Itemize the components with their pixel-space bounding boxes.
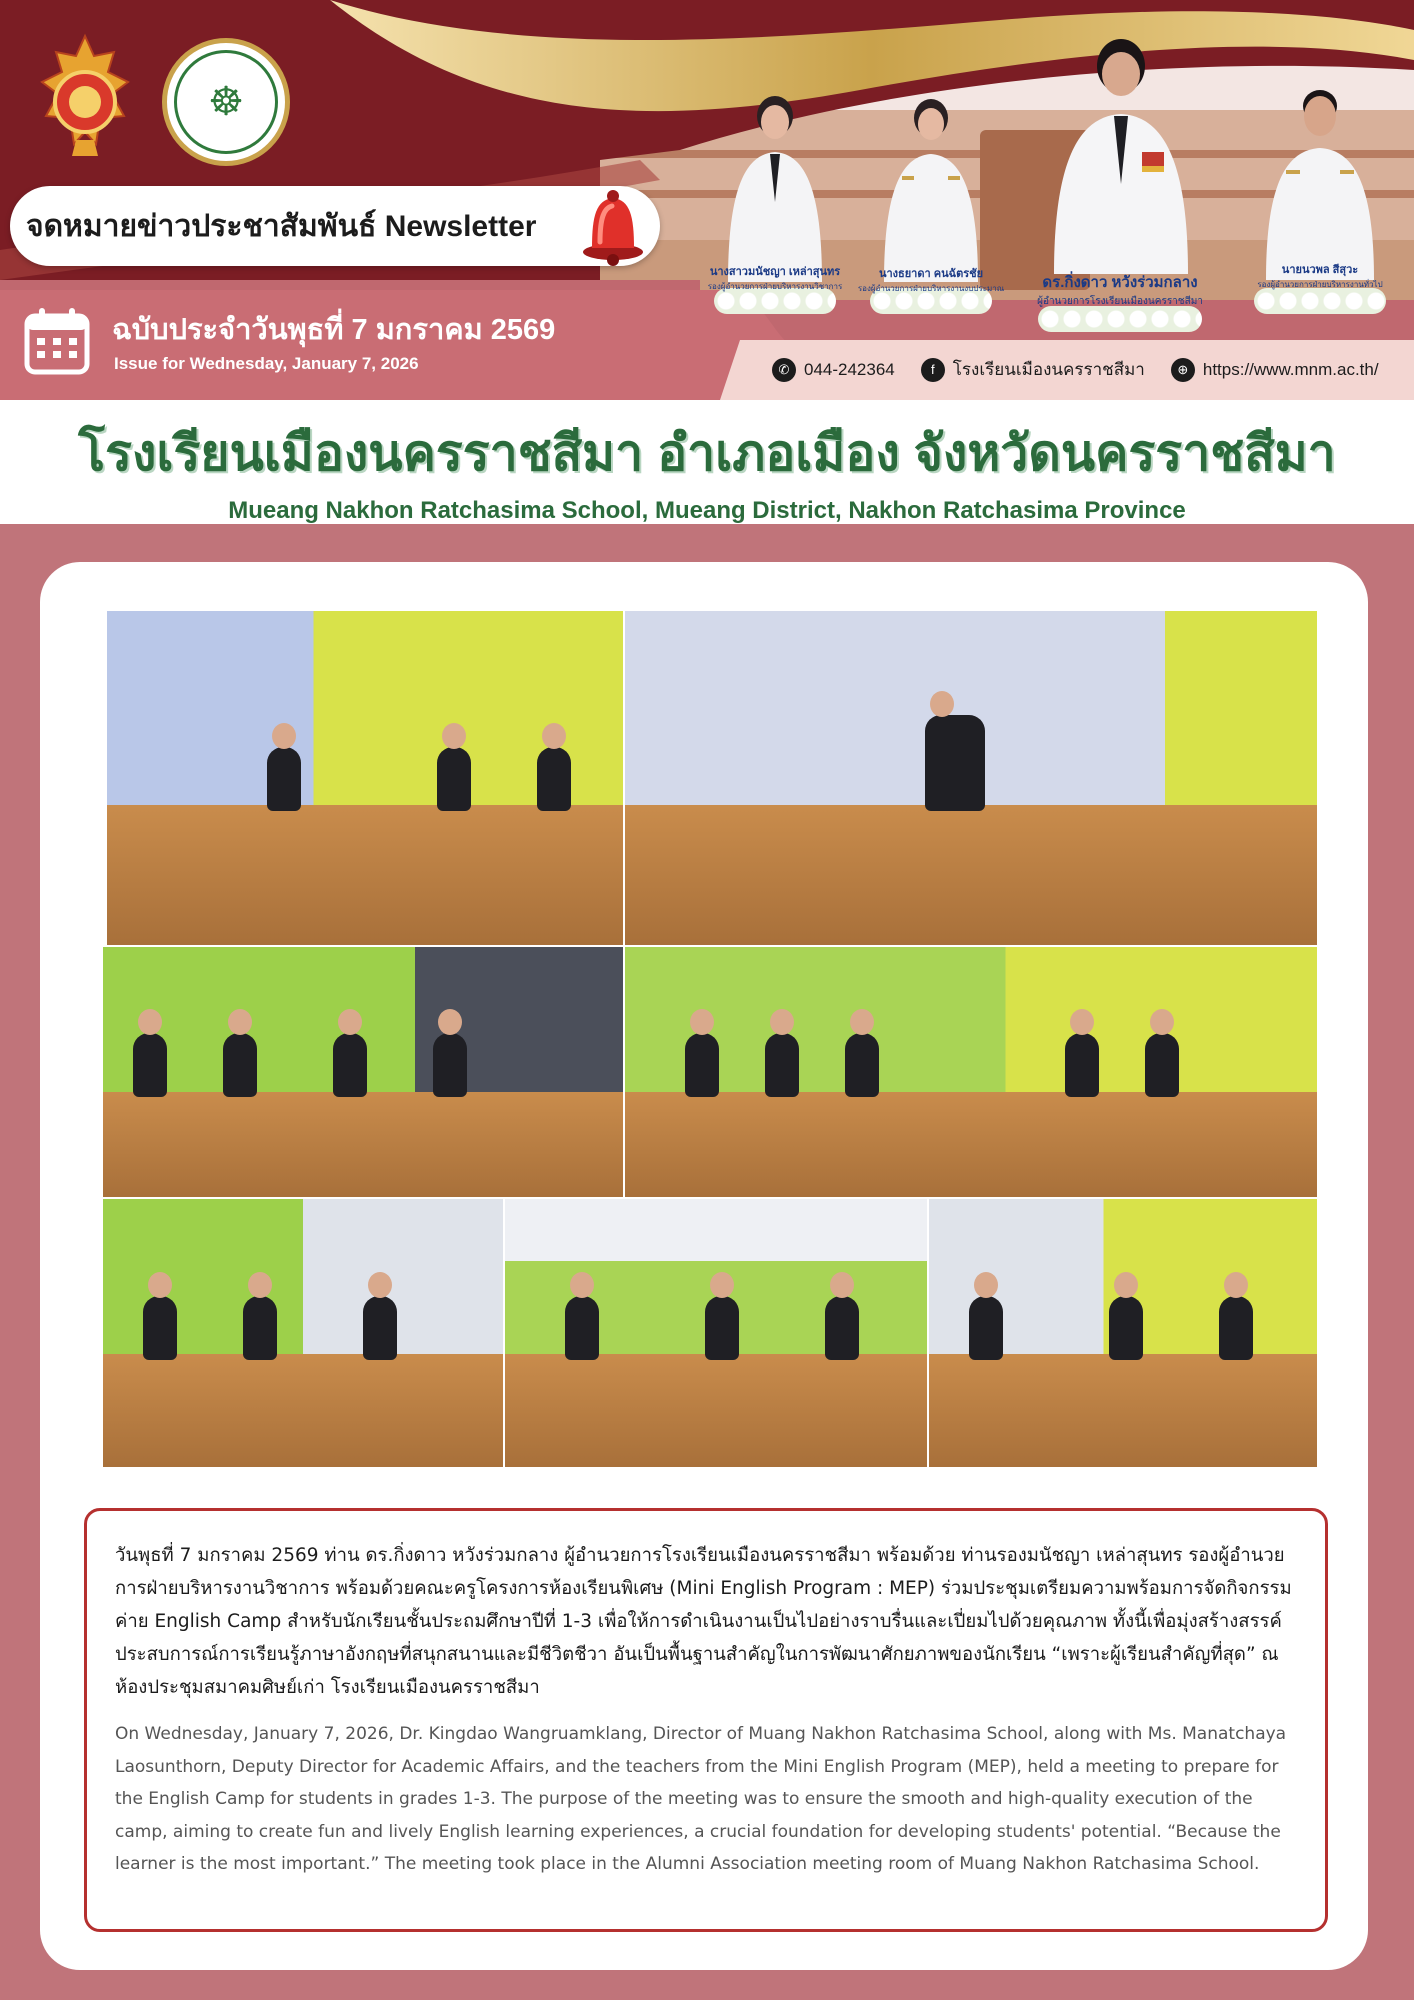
staff-deputy-academic <box>700 92 850 312</box>
school-name-band <box>0 400 1414 524</box>
meeting-photo-6 <box>504 1198 928 1468</box>
newsletter-header <box>0 0 1414 400</box>
staff-director <box>1030 34 1210 338</box>
phone-icon: ✆ <box>772 358 796 382</box>
meeting-photo-4 <box>624 946 1318 1198</box>
staff-name: นางสาวมนัชญา เหล่าสุนทร <box>709 266 841 278</box>
staff-name: ดร.กิ่งดาว หวังร่วมกลาง <box>1042 274 1198 291</box>
school-seal-icon <box>36 32 134 162</box>
staff-deputy-general <box>1240 84 1400 312</box>
staff-name: นางธยาดา คนฉัตรชัย <box>878 268 984 280</box>
meeting-photo-1 <box>106 610 624 946</box>
school-name-thai: โรงเรียนเมืองนครราชสีมา อำเภอเมือง จังหวัดนครราชสีมา <box>78 425 1336 481</box>
contact-phone[interactable]: 044-242364 <box>804 359 895 379</box>
staff-role: ผู้อำนวยการโรงเรียนเมืองนครราชสีมา <box>1037 296 1203 307</box>
article-text-box <box>84 1508 1328 1932</box>
contact-facebook[interactable]: โรงเรียนเมืองนครราชสีมา <box>952 360 1145 379</box>
article-body-thai: วันพุธที่ 7 มกราคม 2569 ท่าน ดร.กิ่งดาว หวังร่วมกลาง ผู้อำนวยการโรงเรียนเมืองนครราชสีมา พร้อมด้วย ท่านรองมนัชญา เหล่าสุนทร รองผู้อำนวยการฝ่ายบริหารงานวิชาการ พร้อมด้วยคณะครูโครงการห้องเรียนพิเศษ (Mini English Program : MEP) ร่วมประชุมเตรียมความพร้อมการจัดกิจกรรมค่าย English Camp สำหรับนักเรียนชั้นประถมศึกษาปีที่ 1-3 เพื่อให้การดำเนินงานเป็นไปอย่างราบรื่นและเปี่ยมไปด้วยคุณภาพ ทั้งนี้เพื่อมุ่งสร้างสรรค์ประสบการณ์การเรียนรู้ภาษาอังกฤษที่สนุกสนานและมีชีวิตชีวา อันเป็นพื้นฐานสำคัญในการพัฒนาศักยภาพของนักเรียน “เพราะผู้เรียนสำคัญที่สุด” ณ ห้องประชุมสมาคมศิษย์เก่า โรงเรียนเมืองนครราชสีมา <box>115 1545 1292 1698</box>
staff-role: รองผู้อำนวยการฝ่ายบริหารงานทั่วไป <box>1257 280 1383 289</box>
meeting-photo-7 <box>928 1198 1318 1468</box>
staff-name: นายนวพล สีสุวะ <box>1281 264 1359 276</box>
contact-website[interactable]: https://www.mnm.ac.th/ <box>1202 359 1379 379</box>
staff-photo <box>1258 84 1382 280</box>
newsletter-title-pill <box>10 186 660 266</box>
staff-deputy-budget <box>856 96 1006 312</box>
newsletter-title: จดหมายข่าวประชาสัมพันธ์ Newsletter <box>26 209 537 243</box>
issue-date-thai: ฉบับประจำวันพุธที่ 7 มกราคม 2569 <box>112 314 556 346</box>
school-name-english: Mueang Nakhon Ratchasima School, Mueang District, Nakhon Ratchasima Province <box>228 497 1186 524</box>
contact-bar <box>772 356 1379 383</box>
staff-photo <box>876 96 986 282</box>
school-logo-icon: ☸ <box>162 38 290 166</box>
staff-photo <box>718 92 832 282</box>
staff-photo <box>1046 34 1196 274</box>
bell-icon <box>578 186 648 266</box>
meeting-photo-2 <box>624 610 1318 946</box>
calendar-icon <box>24 306 90 376</box>
facebook-icon: f <box>921 358 945 382</box>
meeting-photo-3 <box>102 946 624 1198</box>
issue-date-english: Issue for Wednesday, January 7, 2026 <box>114 354 419 373</box>
meeting-photo-5 <box>102 1198 504 1468</box>
staff-role: รองผู้อำนวยการฝ่ายบริหารงานงบประมาณ <box>857 284 1005 293</box>
article-body-english: On Wednesday, January 7, 2026, Dr. Kingdao Wangruamklang, Director of Muang Nakhon Ratchasima School, along with Ms. Manatchaya Laosunthorn, Deputy Director for Academic Affairs, and the teachers from the Mini English Program (MEP), held a meeting to prepare for the English Camp for students in grades 1-3. The purpose of the meeting was to ensure the smooth and high-quality execution of the camp, aiming to create fun and lively English learning experiences, a crucial foundation for developing students' potential. “Because the learner is the most important.” The meeting took place in the Alumni Association meeting room of Muang Nakhon Ratchasima School. <box>115 1724 1287 1874</box>
staff-role: รองผู้อำนวยการฝ่ายบริหารงานวิชาการ <box>707 282 843 291</box>
globe-icon: ⊕ <box>1171 358 1195 382</box>
